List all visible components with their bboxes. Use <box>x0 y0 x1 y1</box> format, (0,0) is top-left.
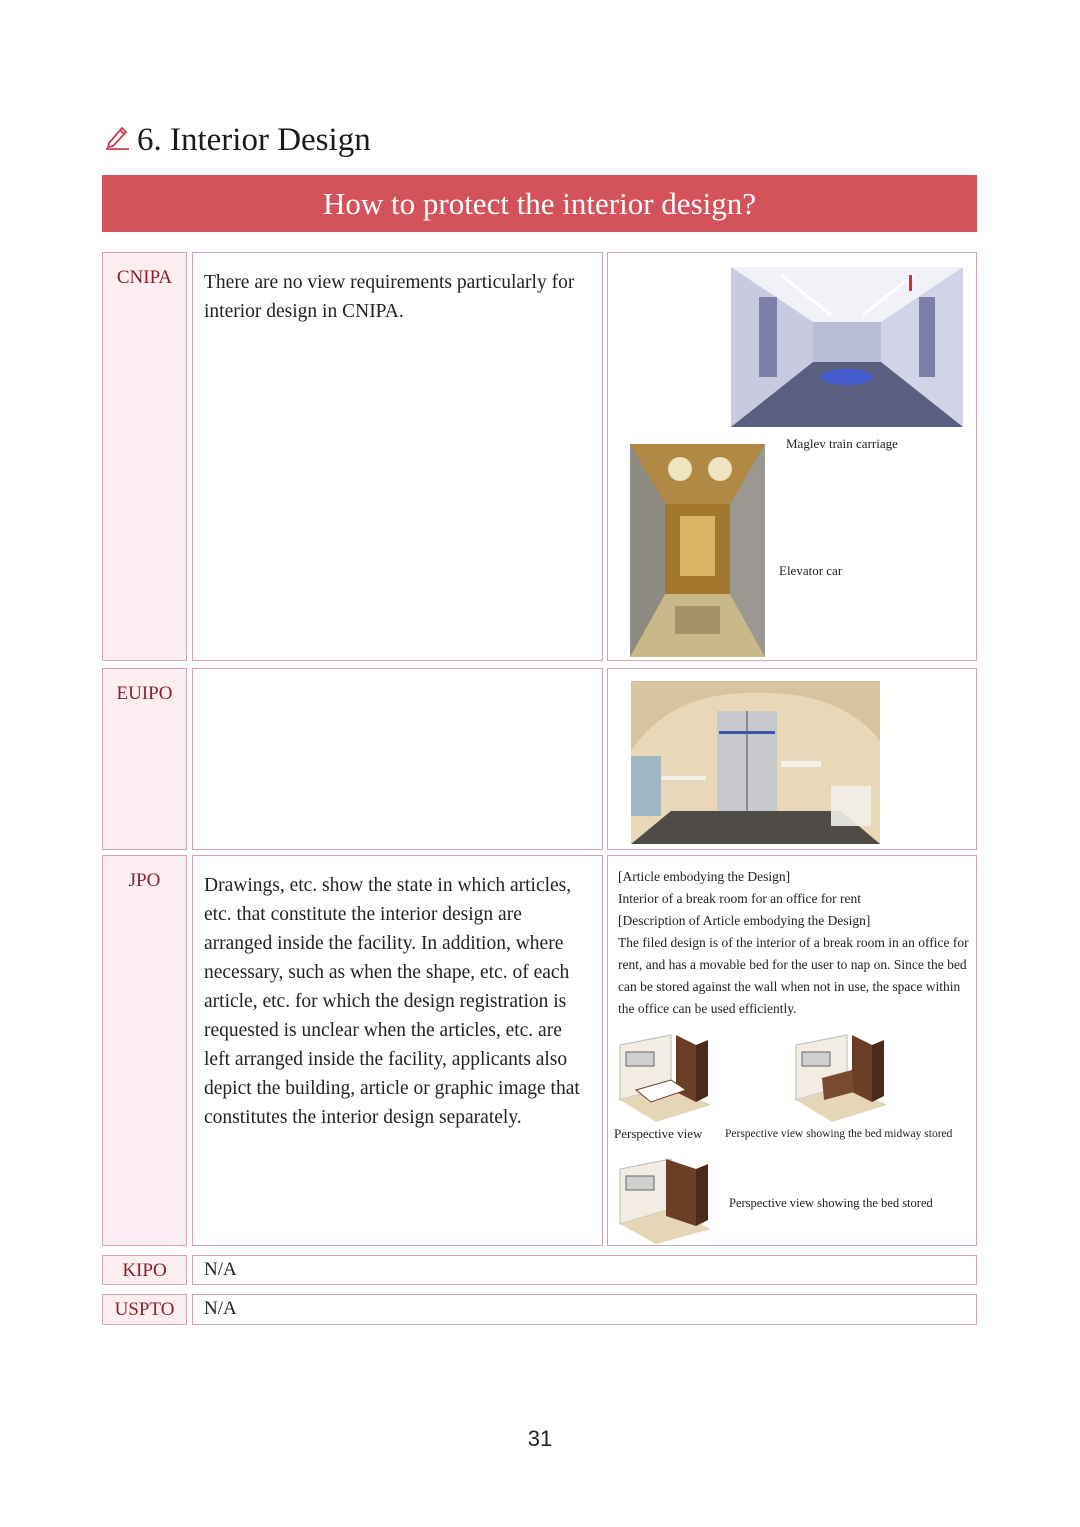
perspective-view-stored-image <box>616 1154 714 1244</box>
kipo-text: N/A <box>192 1255 977 1285</box>
jpo-figures <box>607 855 977 1246</box>
caption-perspective-view-midway: Perspective view showing the bed midway stored <box>725 1128 953 1140</box>
row-label-cnipa: CNIPA <box>102 252 187 661</box>
perspective-view-image <box>616 1030 714 1122</box>
row-label-kipo: KIPO <box>102 1255 187 1285</box>
euipo-figures <box>607 668 977 850</box>
section-banner: How to protect the interior design? <box>102 175 977 232</box>
jpo-article-heading: [Article embodying the Design] <box>618 869 791 884</box>
row-label-euipo: EUIPO <box>102 668 187 850</box>
jpo-description: Drawings, etc. show the state in which articles, etc. that constitute the interior design are arranged inside the facility. In addition, where necessary, such as when the shape, etc. of each article, etc. for which the design registration is requested is unclear when the articles, etc. are left arranged inside the facility, applicants also depict the building, article or graphic image that constitutes the interior design separately. <box>192 855 603 1246</box>
jpo-description-heading: [Description of Article embodying the Design] <box>618 913 871 928</box>
pencil-icon <box>103 122 131 159</box>
jpo-article-text: Interior of a break room for an office for rent <box>618 891 862 906</box>
cnipa-figures <box>607 252 977 661</box>
maglev-train-image <box>731 267 963 427</box>
caption-perspective-view: Perspective view <box>614 1126 703 1141</box>
euipo-description <box>192 668 603 850</box>
cnipa-description: There are no view requirements particularly for interior design in CNIPA. <box>192 252 603 661</box>
perspective-view-midway-image <box>792 1030 890 1122</box>
section-title-text: 6. Interior Design <box>137 122 371 158</box>
jpo-description-text: The filed design is of the interior of a break room in an office for rent, and has a movable bed for the user to nap on. Since the bed can be stored against the wall when not in use, the space within the office can be used efficiently. <box>618 935 969 1016</box>
uspto-text: N/A <box>192 1294 977 1325</box>
euipo-interior-image <box>631 681 880 844</box>
row-label-jpo: JPO <box>102 855 187 1246</box>
jpo-article-block <box>618 866 974 1020</box>
caption-elevator: Elevator car <box>779 563 843 578</box>
caption-maglev: Maglev train carriage <box>786 436 898 451</box>
elevator-car-image <box>630 444 765 657</box>
caption-perspective-view-stored: Perspective view showing the bed stored <box>729 1196 933 1210</box>
row-label-uspto: USPTO <box>102 1294 187 1325</box>
section-title <box>103 122 371 159</box>
page-number: 31 <box>527 1426 553 1451</box>
